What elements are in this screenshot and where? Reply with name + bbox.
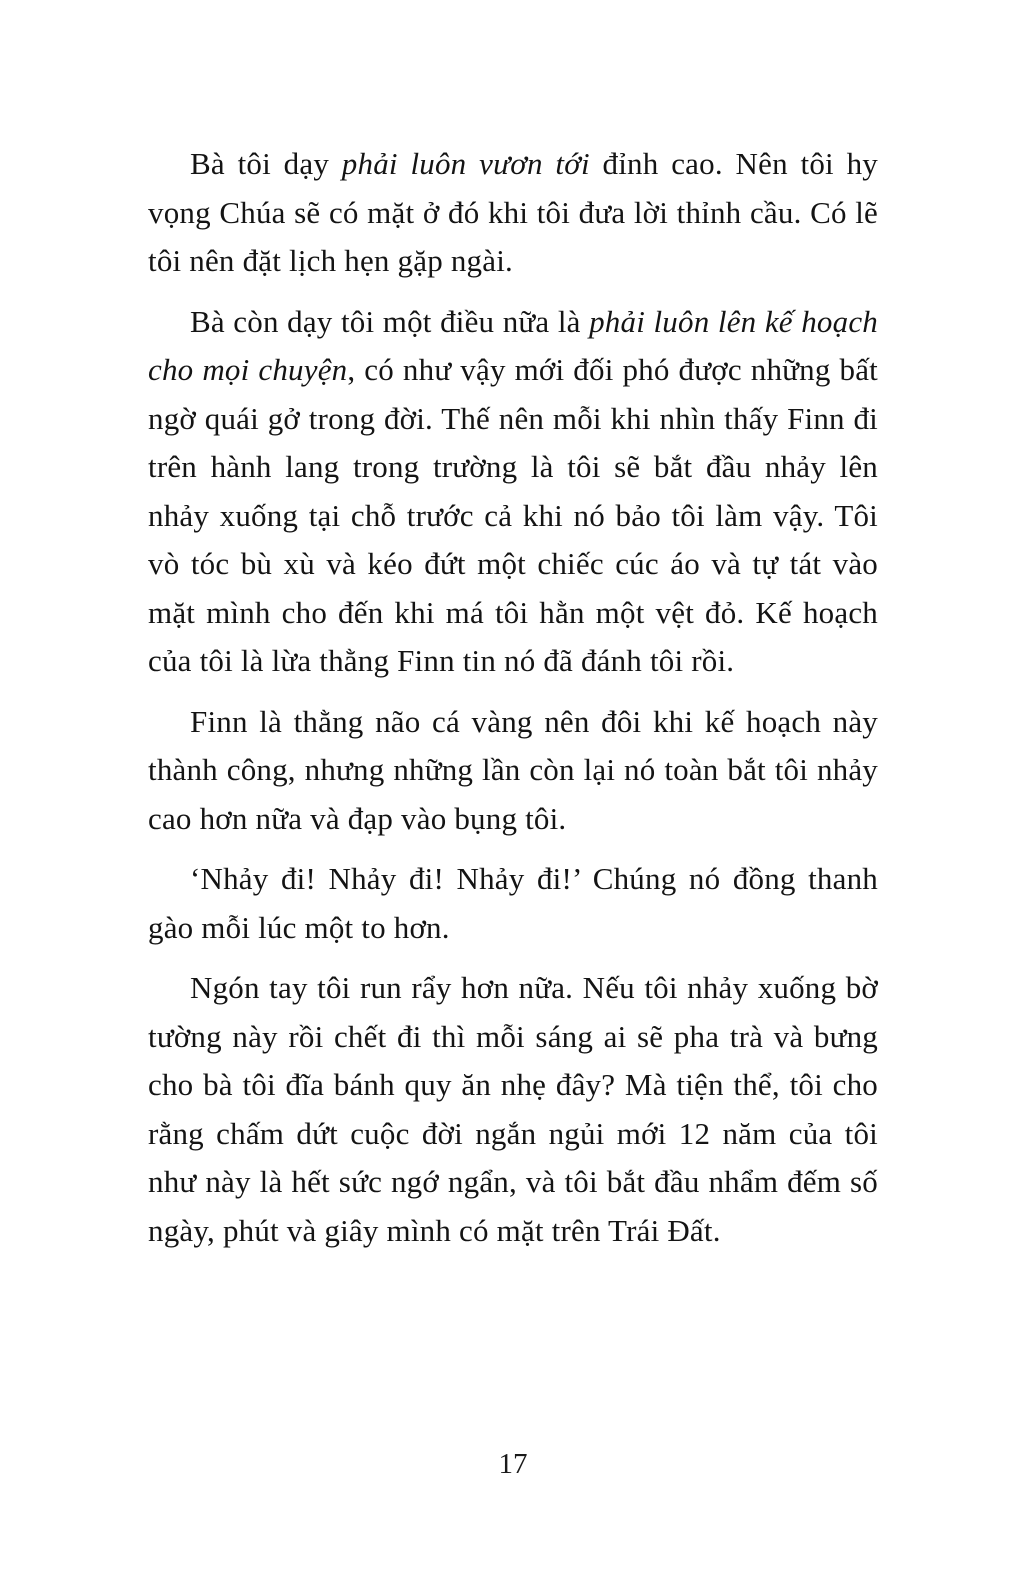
body-text: Ngón tay tôi run rẩy hơn nữa. Nếu tôi nhảy xuống bờ tường này rồi chết đi thì mỗi sáng ai sẽ pha trà và bưng cho bà tôi đĩa bánh quy ăn nhẹ đây? Mà tiện thể, tôi cho rằng chấm dứt cuộc đời ngắn ngủi mới 12 năm của tôi như này là hết sức ngớ ngẩn, và tôi bắt đầu nhẩm đếm số ngày, phút và giây mình có mặt trên Trái Đất. xyxy=(148,970,878,1248)
body-text: đỉnh cao. Nên tôi hy vọng Chúa sẽ có mặt ở đó khi tôi đưa lời thỉnh cầu. Có lẽ tôi nên đặt lịch hẹn gặp ngài. xyxy=(148,146,879,278)
body-text: Bà còn dạy tôi một điều nữa là xyxy=(190,303,590,339)
italic-text: phải luôn lên kế hoạch cho mọi chuyện xyxy=(148,303,878,387)
body-text: Finn là thằng não cá vàng nên đôi khi kế hoạch này thành công, nhưng những lần còn lại nó toàn bắt tôi nhảy cao hơn nữa và đạp vào bụng tôi. xyxy=(148,703,878,836)
paragraph xyxy=(148,855,878,952)
text-block xyxy=(148,140,878,1267)
body-text: Bà tôi dạy xyxy=(190,146,342,181)
italic-text: phải luôn vươn tới xyxy=(341,146,590,181)
paragraph xyxy=(148,964,878,1255)
paragraph xyxy=(148,298,878,686)
body-text: , có như vậy mới đối phó được những bất ngờ quái gở trong đời. Thế nên mỗi khi nhìn thấy Finn đi trên hành lang trong trường là tôi sẽ bắt đầu nhảy lên nhảy xuống tại chỗ trước cả khi nó bảo tôi làm vậy. Tôi vò tóc bù xù và kéo đứt một chiếc cúc áo và tự tát vào mặt mình cho đến khi má tôi hằn một vệt đỏ. Kế hoạch của tôi là lừa thằng Finn tin nó đã đánh tôi rồi. xyxy=(148,352,878,678)
page-number: 17 xyxy=(498,1448,528,1480)
paragraph xyxy=(148,698,878,844)
body-text: ‘Nhảy đi! Nhảy đi! Nhảy đi!’ Chúng nó đồng thanh gào mỗi lúc một to hơn. xyxy=(148,861,878,945)
paragraph xyxy=(148,140,878,286)
